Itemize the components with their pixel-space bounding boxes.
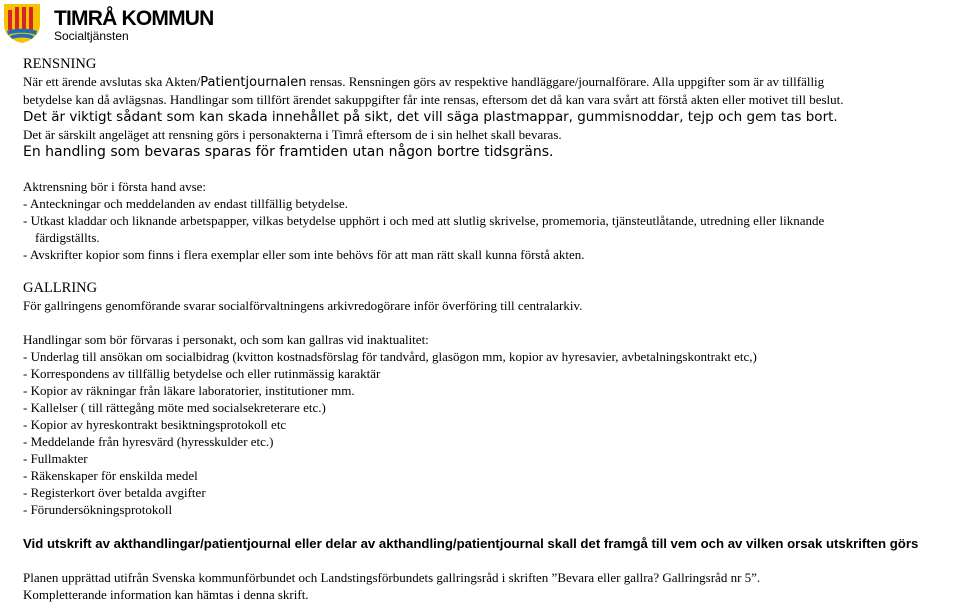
printout-notice: Vid utskrift av akthandlingar/patientjournal eller delar av akthandling/patientjournal skall det framgå till vem och av vilken orsak utskriften görs [23, 536, 919, 551]
text-span: När ett ärende avslutas ska Akten/ [23, 74, 201, 89]
footer-info-note: Kompletterande information kan hämtas i denna skrift. [23, 587, 309, 602]
section-heading-gallring: GALLRING [23, 280, 98, 296]
text-span-sans: Patientjournalen [200, 75, 307, 90]
timra-coat-of-arms-icon [2, 2, 42, 44]
list-item: - Meddelande från hyresvärd (hyresskulder etc.) [23, 434, 274, 449]
paragraph-important: Det är viktigt sådant som kan skada innehållet på sikt, det vill säga plastmappar, gummisnoddar, tejp och gem tas bort. [23, 109, 838, 125]
list-item: - Registerkort över betalda avgifter [23, 485, 206, 500]
list-item: - Räkenskaper för enskilda medel [23, 468, 198, 483]
paragraph-rensning-intro-line2: betydelse kan då avlägsnas. Handlingar som tillfört ärendet sakuppgifter får inte rensas, eftersom det då kan vara svårt att förstå akten eller motivet till beslut. [23, 92, 844, 107]
document-header [2, 2, 302, 46]
paragraph-gallring-intro: För gallringens genomförande svarar socialförvaltningens arkivredogörare inför överföring till centralarkiv. [23, 298, 583, 313]
department-name: Socialtjänsten [54, 29, 129, 43]
paragraph-preserved: En handling som bevaras sparas för framtiden utan någon bortre tidsgräns. [23, 144, 554, 160]
section-heading-rensning: RENSNING [23, 56, 97, 72]
list-item: - Underlag till ansökan om socialbidrag (kvitton kostnadsförslag för tandvård, glasögon mm, kopior av hyresavier, avbetalningskontrakt etc,) [23, 349, 757, 364]
gallring-list-intro: Handlingar som bör förvaras i personakt, och som kan gallras vid inaktualitet: [23, 332, 429, 347]
list-item: - Anteckningar och meddelanden av endast tillfällig betydelse. [23, 196, 348, 211]
paragraph-rensning-intro [23, 73, 957, 91]
text-span: rensas. Rensningen görs av respektive handläggare/journalförare. Alla uppgifter som är av tillfällig [306, 74, 825, 89]
list-item: - Fullmakter [23, 451, 88, 466]
brand-name: TIMRÅ KOMMUN [54, 7, 214, 30]
list-item: - Kopior av hyreskontrakt besiktningsprotokoll etc [23, 417, 287, 432]
document-body [23, 56, 957, 603]
paragraph-personakter: Det är särskilt angeläget att rensning görs i personakterna i Timrå eftersom de i sin helhet skall bevaras. [23, 127, 562, 142]
gallring-list [23, 348, 957, 518]
list-item: - Förundersökningsprotokoll [23, 502, 173, 517]
aktrensning-intro: Aktrensning bör i första hand avse: [23, 179, 207, 194]
list-item: - Utkast kladdar och liknande arbetspapper, vilkas betydelse upphört i och med att slutlig skrivelse, promemoria, tjänsteutlåtande, utredning eller liknande [23, 213, 825, 228]
footer-source-note: Planen upprättad utifrån Svenska kommunförbundet och Landstingsförbundets gallringsråd i skriften ”Bevara eller gallra? Gallringsråd nr 5”. [23, 570, 761, 585]
list-item-continuation: färdigställts. [35, 230, 100, 245]
list-item: - Avskrifter kopior som finns i flera exemplar eller som inte behövs för att man rätt skall kunna förstå akten. [23, 247, 585, 262]
aktrensning-list [23, 195, 957, 263]
list-item: - Kallelser ( till rättegång möte med socialsekreterare etc.) [23, 400, 326, 415]
list-item: - Korrespondens av tillfällig betydelse och eller rutinmässig karaktär [23, 366, 381, 381]
list-item: - Kopior av räkningar från läkare laboratorier, institutioner mm. [23, 383, 355, 398]
